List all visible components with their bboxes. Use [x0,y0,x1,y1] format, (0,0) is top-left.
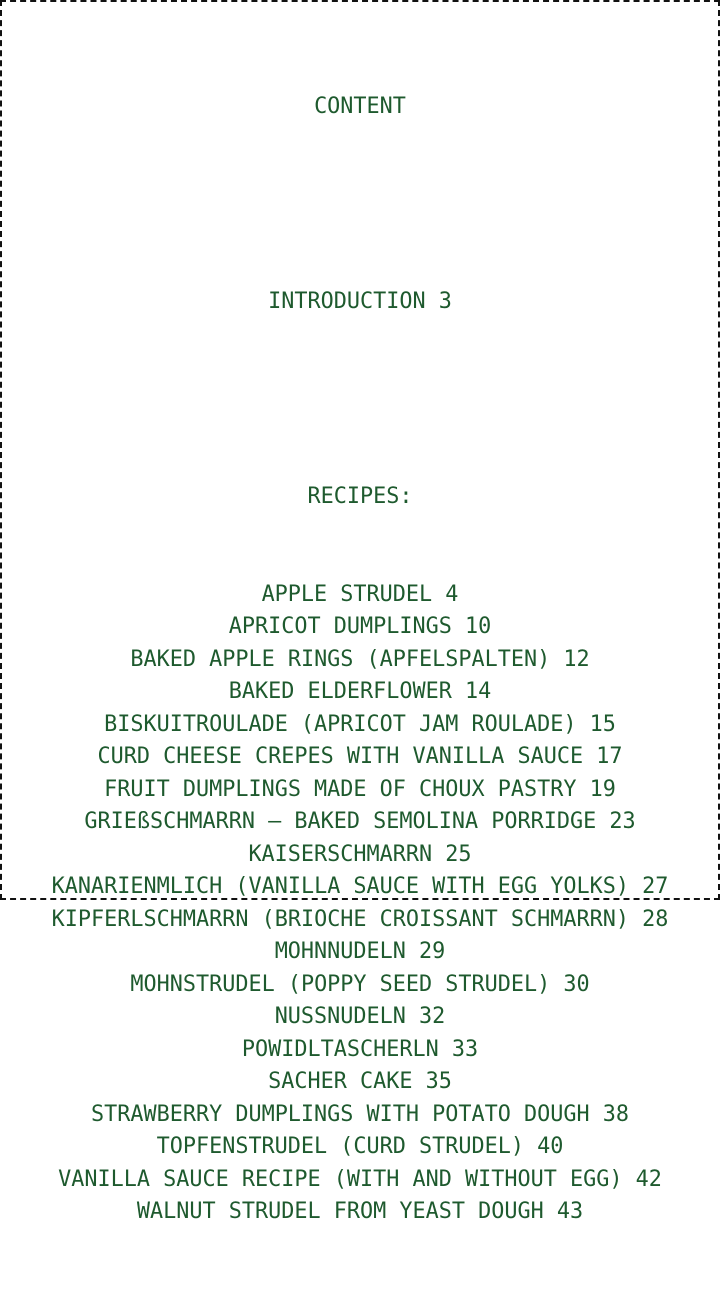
toc-entry [2,1164,718,1197]
entry-page: 43 [556,1199,584,1224]
entry-name: INTRODUCTION [268,289,426,314]
entry-page: 3 [438,289,452,314]
toc-entry [2,806,718,839]
entry-name: BAKED ELDERFLOWER [228,679,452,704]
entry-name: KANARIENMLICH (VANILLA SAUCE WITH EGG YOLKS) [51,874,630,899]
toc-entry [2,579,718,612]
toc-entry [2,709,718,742]
entry-name: KIPFERLSCHMARRN (BRIOCHE CROISSANT SCHMARRN) [51,906,630,932]
entry-name: MOHNNUDELN [274,939,406,964]
entry-page: 4 [445,581,459,607]
toc-entry [2,1099,718,1132]
entry-page: 14 [464,679,492,704]
entry-page: 30 [563,971,590,997]
toc-entry [2,1001,718,1034]
entry-name: BISKUITROULADE (APRICOT JAM ROULADE) [104,711,577,737]
entry-name: CURD CHEESE CREPES WITH VANILLA SAUCE [97,744,584,769]
entry-name: APPLE STRUDEL [261,581,433,607]
toc-entry [2,904,718,937]
entry-name: POWIDLTASCHERLN [241,1036,439,1062]
entry-page: 17 [596,744,623,769]
toc-entry [2,1196,718,1229]
entry-page: 42 [635,1166,662,1192]
toc-entry [2,839,718,872]
entry-page: 23 [609,809,636,834]
entry-page: 10 [464,614,492,639]
entry-name: BAKED APPLE RINGS (APFELSPALTEN) [130,646,551,672]
entry-page: 12 [563,646,590,672]
toc-entry-introduction [2,286,718,319]
entry-name: APRICOT DUMPLINGS [228,614,452,639]
toc-entry [2,1131,718,1164]
toc-entry [2,936,718,969]
entry-page: 33 [451,1036,479,1062]
entry-name: GRIEßSCHMARRN – BAKED SEMOLINA PORRIDGE [84,809,597,834]
toc-entry [2,871,718,904]
entry-page: 28 [642,906,669,932]
toc-entry [2,676,718,709]
entry-name: FRUIT DUMPLINGS MADE OF CHOUX PASTRY [104,776,577,802]
toc-entry [2,1066,718,1099]
toc-title: CONTENT [314,94,406,119]
table-of-contents [2,26,718,1294]
entry-page: 19 [589,776,616,802]
entry-name: TOPFENSTRUDEL (CURD STRUDEL) [156,1134,525,1159]
entry-page: 38 [602,1101,630,1127]
entry-name: SACHER CAKE [268,1069,413,1094]
entry-page: 35 [425,1069,452,1094]
toc-entry [2,774,718,807]
blank-line [2,384,718,417]
entry-name: STRAWBERRY DUMPLINGS WITH POTATO DOUGH [90,1101,590,1127]
entry-page: 25 [445,841,472,867]
blank-line [2,189,718,222]
recipe-list [2,579,718,1229]
entry-name: WALNUT STRUDEL FROM YEAST DOUGH [136,1199,544,1224]
toc-entry [2,741,718,774]
entry-name: MOHNSTRUDEL (POPPY SEED STRUDEL) [130,971,551,997]
entry-name: NUSSNUDELN [274,1004,406,1029]
toc-entry [2,969,718,1002]
toc-entry [2,1034,718,1067]
entry-name: KAISERSCHMARRN [248,841,433,867]
toc-entry [2,611,718,644]
entry-page: 40 [537,1134,564,1159]
entry-name: VANILLA SAUCE RECIPE (WITH AND WITHOUT EGG) [58,1166,623,1192]
entry-page: 27 [642,874,669,899]
entry-page: 29 [419,939,446,964]
recipes-heading: RECIPES: [307,484,413,509]
entry-page: 15 [589,711,616,737]
entry-page: 32 [419,1004,446,1029]
toc-entry [2,644,718,677]
